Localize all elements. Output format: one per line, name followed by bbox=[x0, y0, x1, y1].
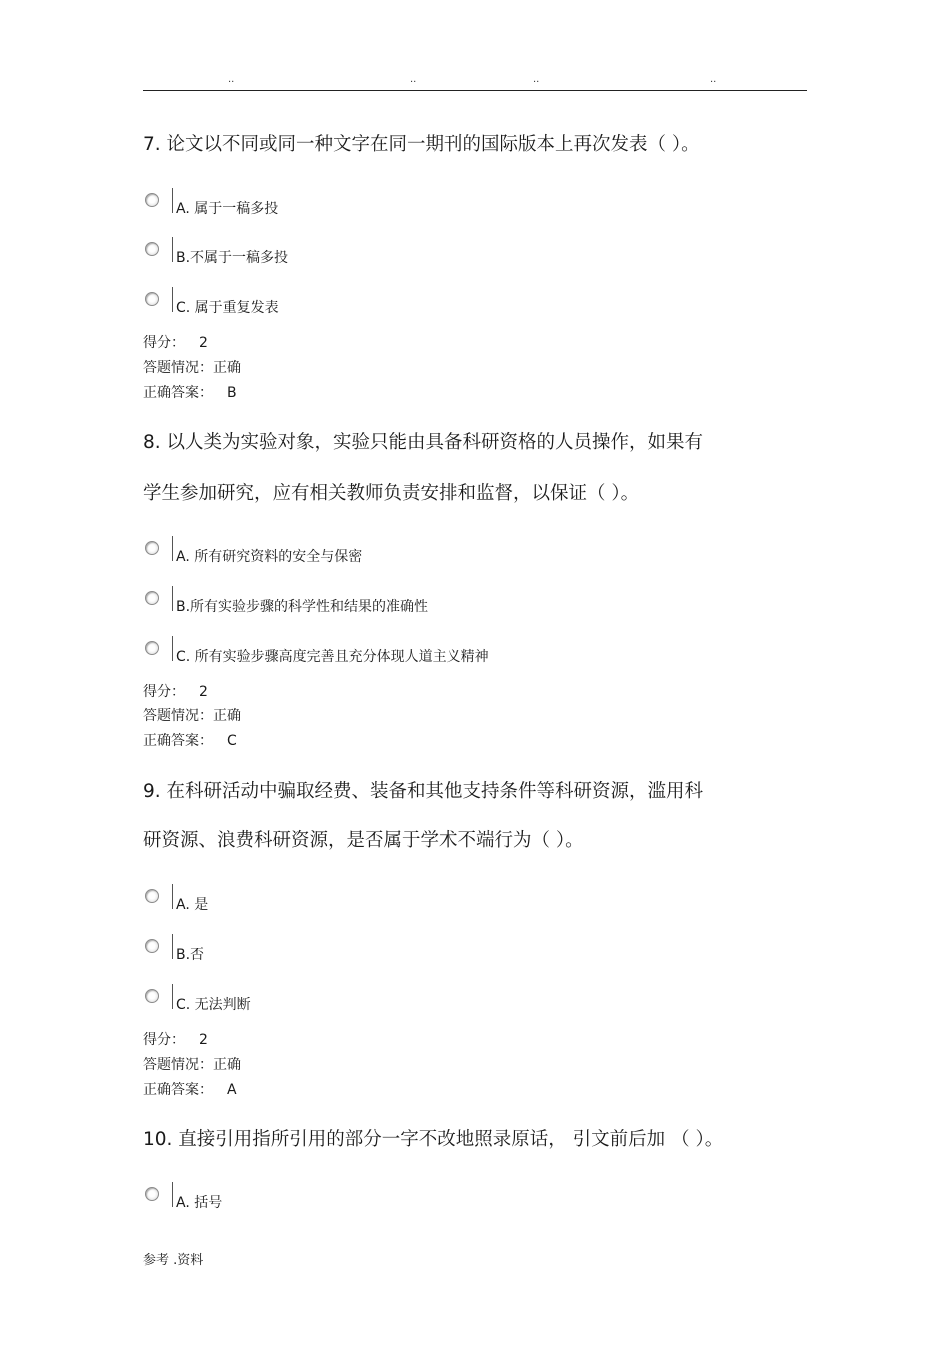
answer-value: B bbox=[227, 385, 237, 401]
radio-button[interactable] bbox=[145, 1187, 159, 1201]
text-cursor bbox=[172, 636, 173, 661]
status-value: 正确 bbox=[213, 360, 241, 376]
radio-button[interactable] bbox=[145, 591, 159, 605]
score-label: 得分： bbox=[143, 684, 185, 700]
radio-button[interactable] bbox=[145, 889, 159, 903]
answer-row bbox=[143, 1079, 237, 1099]
radio-button[interactable] bbox=[145, 989, 159, 1003]
score-label: 得分： bbox=[143, 1032, 185, 1048]
score-value: 2 bbox=[199, 1032, 208, 1048]
radio-button[interactable] bbox=[145, 939, 159, 953]
option-label: C. 属于重复发表 bbox=[176, 300, 279, 316]
answer-label: 正确答案： bbox=[143, 1082, 213, 1098]
text-cursor bbox=[172, 237, 173, 262]
option-label: B.否 bbox=[176, 947, 205, 963]
status-label: 答题情况： bbox=[143, 1057, 213, 1073]
status-row bbox=[143, 1054, 241, 1074]
header-dots-2: .. bbox=[410, 74, 417, 85]
radio-button[interactable] bbox=[145, 641, 159, 655]
option-label: A. 所有研究资料的安全与保密 bbox=[176, 549, 363, 565]
radio-button[interactable] bbox=[145, 242, 159, 256]
answer-row bbox=[143, 382, 237, 402]
status-value: 正确 bbox=[213, 1057, 241, 1073]
question-text-cont: 学生参加研究，应有相关教师负责安排和监督，以保证（ ）。 bbox=[143, 483, 640, 504]
question-text-cont: 研资源、浪费科研资源，是否属于学术不端行为（ ）。 bbox=[143, 830, 584, 851]
score-row bbox=[143, 1029, 208, 1049]
header-dots-1: .. bbox=[228, 74, 235, 85]
question-text: 10. 直接引用指所引用的部分一字不改地照录原话， 引文前后加 （ ）。 bbox=[143, 1129, 724, 1150]
text-cursor bbox=[172, 287, 173, 312]
text-cursor bbox=[172, 984, 173, 1009]
text-cursor bbox=[172, 934, 173, 959]
text-cursor bbox=[172, 536, 173, 561]
status-label: 答题情况： bbox=[143, 708, 213, 724]
status-label: 答题情况： bbox=[143, 360, 213, 376]
option-label: A. 括号 bbox=[176, 1195, 223, 1211]
text-cursor bbox=[172, 1182, 173, 1207]
text-cursor bbox=[172, 884, 173, 909]
footer-text: 参考 .资料 bbox=[143, 1253, 204, 1268]
question-text: 9. 在科研活动中骗取经费、装备和其他支持条件等科研资源，滥用科 bbox=[143, 781, 704, 802]
option-label: B.不属于一稿多投 bbox=[176, 250, 289, 266]
header-rule bbox=[143, 90, 807, 91]
status-value: 正确 bbox=[213, 708, 241, 724]
status-row bbox=[143, 357, 241, 377]
radio-button[interactable] bbox=[145, 541, 159, 555]
answer-label: 正确答案： bbox=[143, 733, 213, 749]
option-label: C. 所有实验步骤高度完善且充分体现人道主义精神 bbox=[176, 649, 489, 665]
answer-value: A bbox=[227, 1082, 237, 1098]
status-row bbox=[143, 705, 241, 725]
score-row bbox=[143, 332, 208, 352]
text-cursor bbox=[172, 188, 173, 213]
header-dots-3: .. bbox=[533, 74, 540, 85]
option-label: A. 属于一稿多投 bbox=[176, 201, 279, 217]
score-row bbox=[143, 681, 208, 701]
question-text: 7. 论文以不同或同一种文字在同一期刊的国际版本上再次发表（ ）。 bbox=[143, 134, 700, 155]
option-label: A. 是 bbox=[176, 897, 209, 913]
option-label: B.所有实验步骤的科学性和结果的准确性 bbox=[176, 599, 429, 615]
answer-row bbox=[143, 730, 237, 750]
header-dots-4: .. bbox=[710, 74, 717, 85]
text-cursor bbox=[172, 586, 173, 611]
answer-label: 正确答案： bbox=[143, 385, 213, 401]
score-value: 2 bbox=[199, 335, 208, 351]
answer-value: C bbox=[227, 733, 237, 749]
option-label: C. 无法判断 bbox=[176, 997, 251, 1013]
score-value: 2 bbox=[199, 684, 208, 700]
score-label: 得分： bbox=[143, 335, 185, 351]
radio-button[interactable] bbox=[145, 193, 159, 207]
question-text: 8. 以人类为实验对象，实验只能由具备科研资格的人员操作，如果有 bbox=[143, 432, 704, 453]
radio-button[interactable] bbox=[145, 292, 159, 306]
